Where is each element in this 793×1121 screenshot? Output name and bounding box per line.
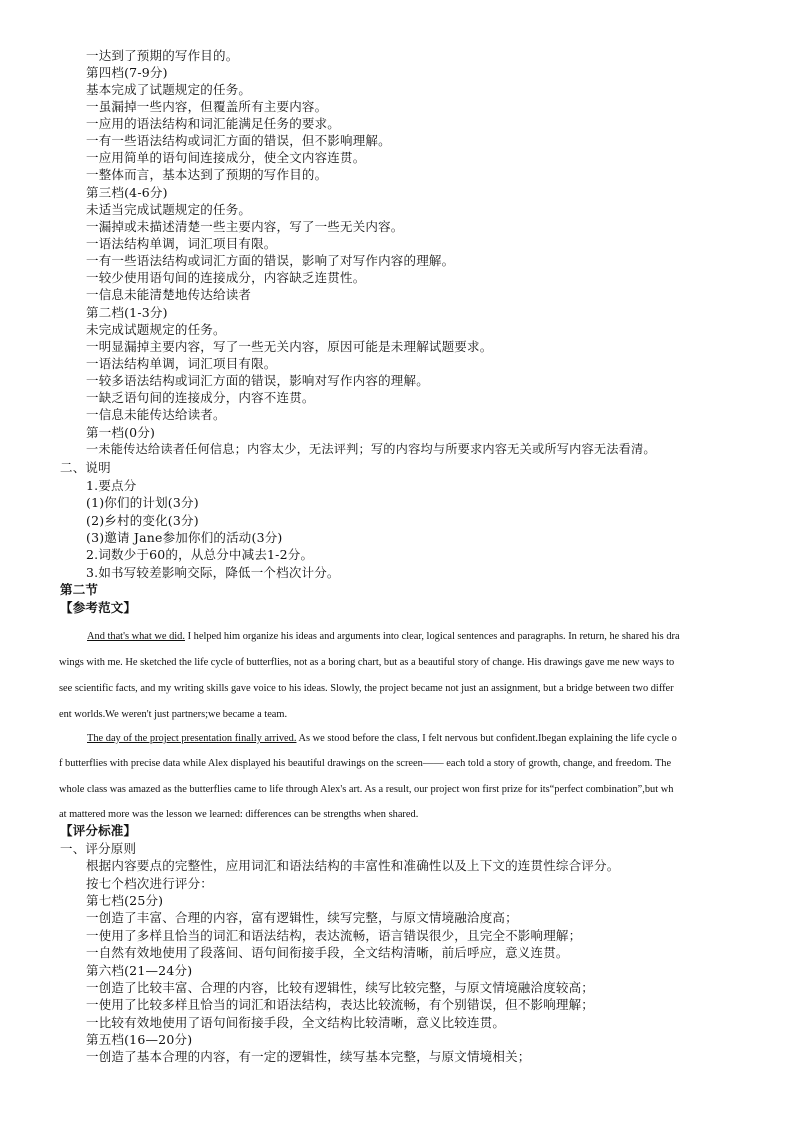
essay-line: at mattered more was the lesson we learned: differences can be strengths when shared.: [59, 809, 419, 820]
text-line: 一缺乏语句间的连接成分，内容不连贯。: [86, 390, 315, 405]
text-line: 基本完成了试题规定的任务。: [86, 82, 252, 97]
text-line: 一信息未能清楚地传达给读者: [86, 287, 252, 302]
text-line: (1)你们的计划(3分): [86, 495, 199, 510]
essay-line: see scientific facts, and my writing skills gave voice to his ideas. Slowly, the project became not just an assignment, but a bridge between two differ: [59, 683, 674, 694]
text-line: 一自然有效地使用了段落间、语句间衔接手段，全文结构清晰，前后呼应，意义连贯。: [86, 945, 569, 960]
text-line: 一创造了基本合理的内容，有一定的逻辑性，续写基本完整，与原文情境相关；: [86, 1049, 531, 1064]
text-line: 一创造了丰富、合理的内容，富有逻辑性，续写完整，与原文情境融洽度高；: [86, 910, 518, 925]
text-line: 一语法结构单调，词汇项目有限。: [86, 356, 277, 371]
text-line: 一有一些语法结构或词汇方面的错误，影响了对写作内容的理解。: [86, 253, 455, 268]
text-line: 一达到了预期的写作目的。: [86, 48, 239, 63]
scoring-heading: 【评分标准】: [60, 823, 137, 838]
text-line: 一语法结构单调，词汇项目有限。: [86, 236, 277, 251]
text-line: 一较少使用语句间的连接成分，内容缺乏连贯性。: [86, 270, 366, 285]
text-line: 一使用了多样且恰当的词汇和语法结构，表达流畅，语言错误很少，且完全不影响理解；: [86, 928, 582, 943]
essay-line: The day of the project presentation finally arrived. As we stood before the class, I felt nervous but confident.Ibegan explaining the life cycle o: [87, 733, 677, 744]
text-line: 一比较有效地使用了语句间衔接手段，全文结构比较清晰，意义比较连贯。: [86, 1015, 506, 1030]
text-line: 2.词数少于60的，从总分中减去1-2分。: [86, 547, 314, 562]
essay-line: wings with me. He sketched the life cycle of butterflies, not as a boring chart, but as a beautiful story of change. His drawings gave me new ways to: [59, 657, 675, 668]
essay-line: And that's what we did. I helped him organize his ideas and arguments into clear, logical sentences and paragraphs. In return, he shared his dra: [87, 631, 680, 642]
text-line: 1.要点分: [86, 478, 137, 493]
essay-line: whole class was amazed as the butterflies came to life through Alex's art. As a result, our project won first prize for its“perfect combination”,but wh: [59, 784, 674, 795]
text-line: 一虽漏掉一些内容，但覆盖所有主要内容。: [86, 99, 328, 114]
level-heading: 第五档(16—20分): [86, 1032, 193, 1047]
text-line: (3)邀请 Jane参加你们的活动(3分): [86, 530, 283, 545]
text-line: 一整体而言，基本达到了预期的写作目的。: [86, 167, 328, 182]
text-line: 一较多语法结构或词汇方面的错误，影响对写作内容的理解。: [86, 373, 429, 388]
text-line: 一应用的语法结构和词汇能满足任务的要求。: [86, 116, 341, 131]
level-heading: 第四档(7-9分): [86, 65, 168, 80]
text-line: 未适当完成试题规定的任务。: [86, 202, 252, 217]
text-line: 一使用了比较多样且恰当的词汇和语法结构，表达比较流畅，有个别错误，但不影响理解；: [86, 997, 595, 1012]
text-line: 一信息未能传达给读者。: [86, 407, 226, 422]
level-heading: 第一档(0分): [86, 425, 156, 440]
level-heading: 第七档(25分): [86, 893, 164, 908]
section-heading: 第二节: [60, 582, 99, 597]
level-heading: 第六档(21—24分): [86, 963, 193, 978]
text-line: 一有一些语法结构或词汇方面的错误，但不影响理解。: [86, 133, 391, 148]
text-line: 一创造了比较丰富、合理的内容，比较有逻辑性，续写比较完整，与原文情境融洽度较高；: [86, 980, 595, 995]
essay-line: ent worlds.We weren't just partners;we became a team.: [59, 709, 288, 720]
text-line: 一未能传达给读者任何信息；内容太少，无法评判；写的内容均与所要求内容无关或所写内容无法看清。: [86, 442, 656, 456]
text-line: (2)乡村的变化(3分): [86, 513, 199, 528]
essay-lead-sentence: The day of the project presentation finally arrived.: [87, 733, 297, 744]
text-line: 一应用简单的语句间连接成分，使全文内容连贯。: [86, 150, 366, 165]
essay-line: f butterflies with precise data while Alex displayed his beautiful drawings on the screen—— each told a story of growth, change, and freedom. The: [59, 758, 672, 769]
text-line: 3.如书写较差影响交际，降低一个档次计分。: [86, 565, 340, 580]
level-heading: 第二档(1-3分): [86, 305, 168, 320]
text-line: 一漏掉或未描述清楚一些主要内容，写了一些无关内容。: [86, 219, 404, 234]
reference-heading: 【参考范文】: [60, 600, 137, 615]
level-heading: 第三档(4-6分): [86, 185, 168, 200]
section-heading: 一、评分原则: [60, 841, 137, 856]
text-line: 根据内容要点的完整性，应用词汇和语法结构的丰富性和准确性以及上下文的连贯性综合评分。: [86, 858, 620, 873]
section-heading: 二、说明: [60, 460, 111, 475]
text-line: 未完成试题规定的任务。: [86, 322, 226, 337]
text-line: 一明显漏掉主要内容，写了一些无关内容，原因可能是未理解试题要求。: [86, 339, 493, 354]
text-line: 按七个档次进行评分：: [86, 876, 214, 891]
essay-lead-sentence: And that's what we did.: [87, 631, 185, 642]
